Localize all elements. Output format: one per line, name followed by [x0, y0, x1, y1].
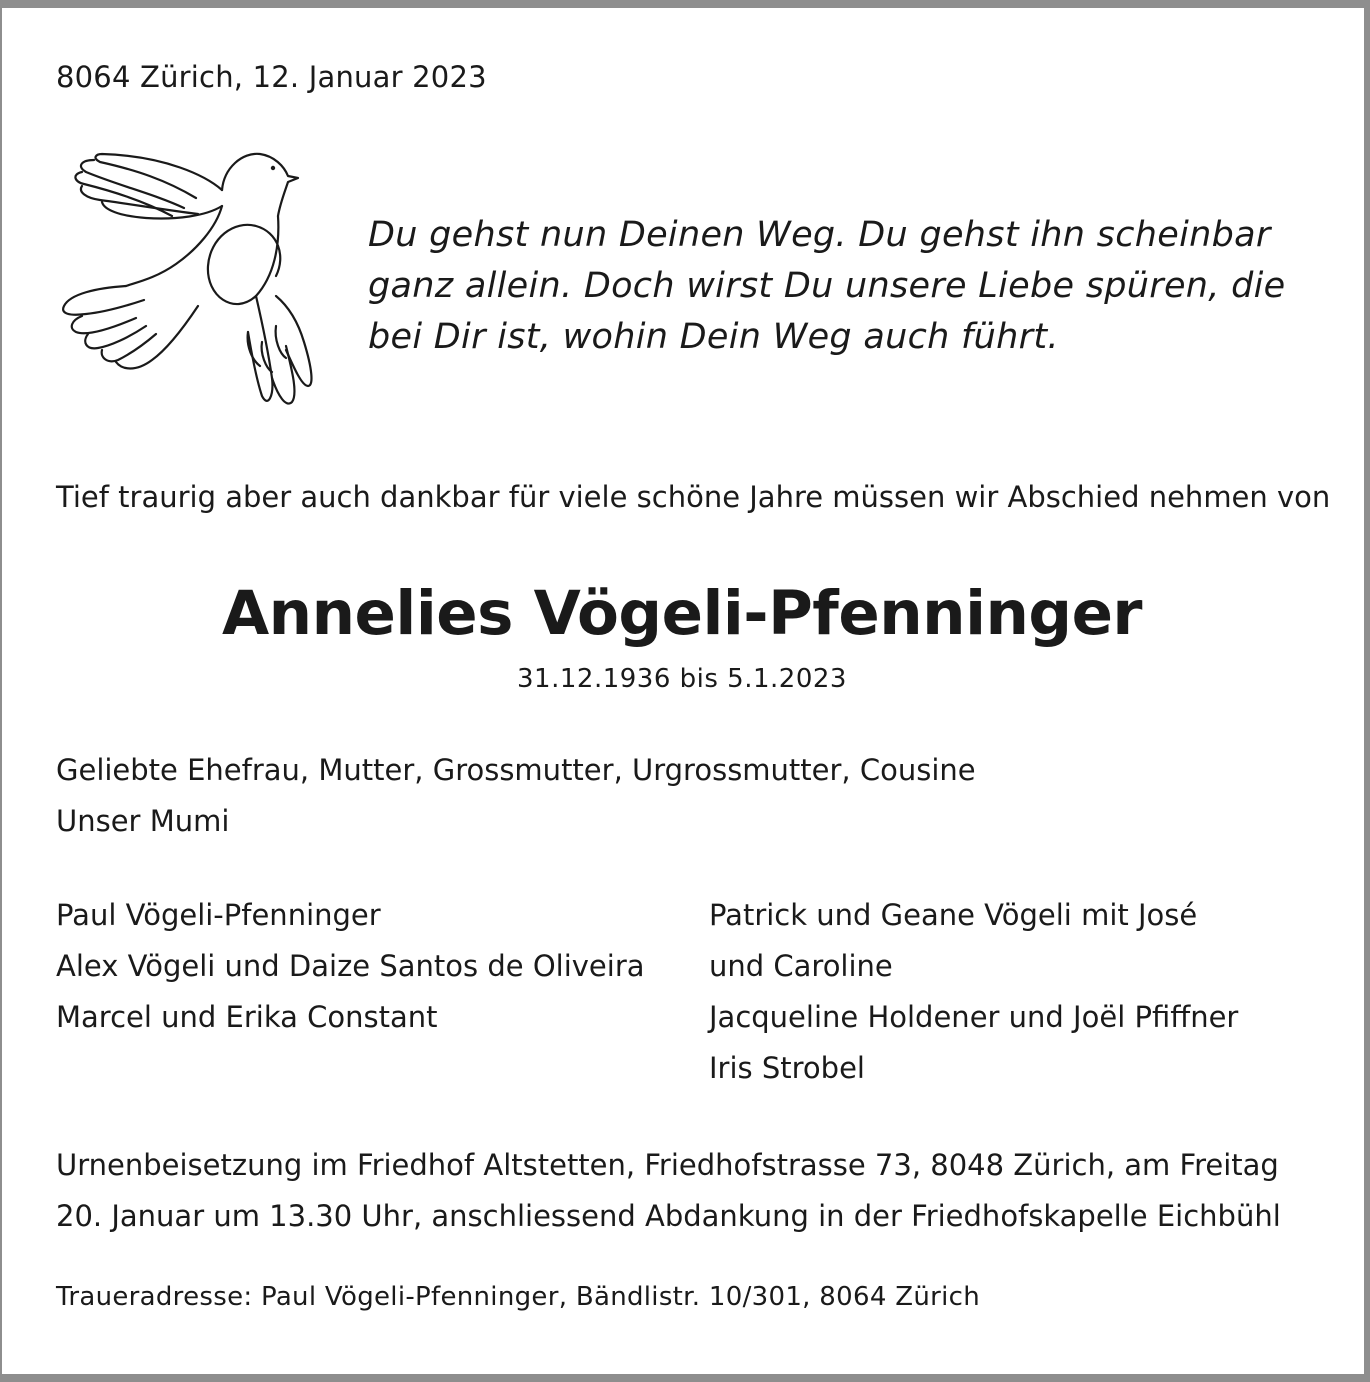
mourning-address: Traueradresse: Paul Vögeli-Pfenninger, Bändlistr. 10/301, 8064 Zürich — [56, 1282, 981, 1312]
mourner-line: Jacqueline Holdener und Joël Pfiffner — [709, 1000, 1239, 1034]
mourners-right-column — [709, 890, 1238, 1094]
poem-line: Du gehst nun Deinen Weg. Du gehst ihn scheinbar — [368, 215, 1271, 255]
deceased-name: Annelies Vögeli-Pfenninger — [221, 578, 1143, 649]
mourners-left-column — [56, 890, 645, 1043]
poem — [368, 210, 1286, 363]
roles-block — [56, 745, 976, 847]
burial-info — [56, 1140, 1281, 1242]
role-line: Geliebte Ehefrau, Mutter, Grossmutter, Urgrossmutter, Cousine — [56, 753, 976, 787]
poem-line: ganz allein. Doch wirst Du unsere Liebe spüren, die — [368, 266, 1286, 306]
role-line: Unser Mumi — [56, 804, 230, 838]
mourner-line: Alex Vögeli und Daize Santos de Oliveira — [56, 949, 645, 983]
poem-line: bei Dir ist, wohin Dein Weg auch führt. — [368, 317, 1059, 357]
mourner-line: Marcel und Erika Constant — [56, 1000, 438, 1034]
place-date: 8064 Zürich, 12. Januar 2023 — [56, 60, 487, 94]
dove-icon — [56, 146, 316, 418]
intro-text: Tief traurig aber auch dankbar für viele schöne Jahre müssen wir Abschied nehmen von — [56, 480, 1331, 514]
mourner-line: Paul Vögeli-Pfenninger — [56, 898, 381, 932]
life-dates: 31.12.1936 bis 5.1.2023 — [517, 664, 847, 694]
mourner-line: und Caroline — [709, 949, 893, 983]
mourner-line: Iris Strobel — [709, 1051, 865, 1085]
burial-line: 20. Januar um 13.30 Uhr, anschliessend Abdankung in der Friedhofskapelle Eichbühl — [56, 1199, 1281, 1233]
burial-line: Urnenbeisetzung im Friedhof Altstetten, Friedhofstrasse 73, 8048 Zürich, am Freitag — [56, 1148, 1279, 1182]
mourner-line: Patrick und Geane Vögeli mit José — [709, 898, 1198, 932]
